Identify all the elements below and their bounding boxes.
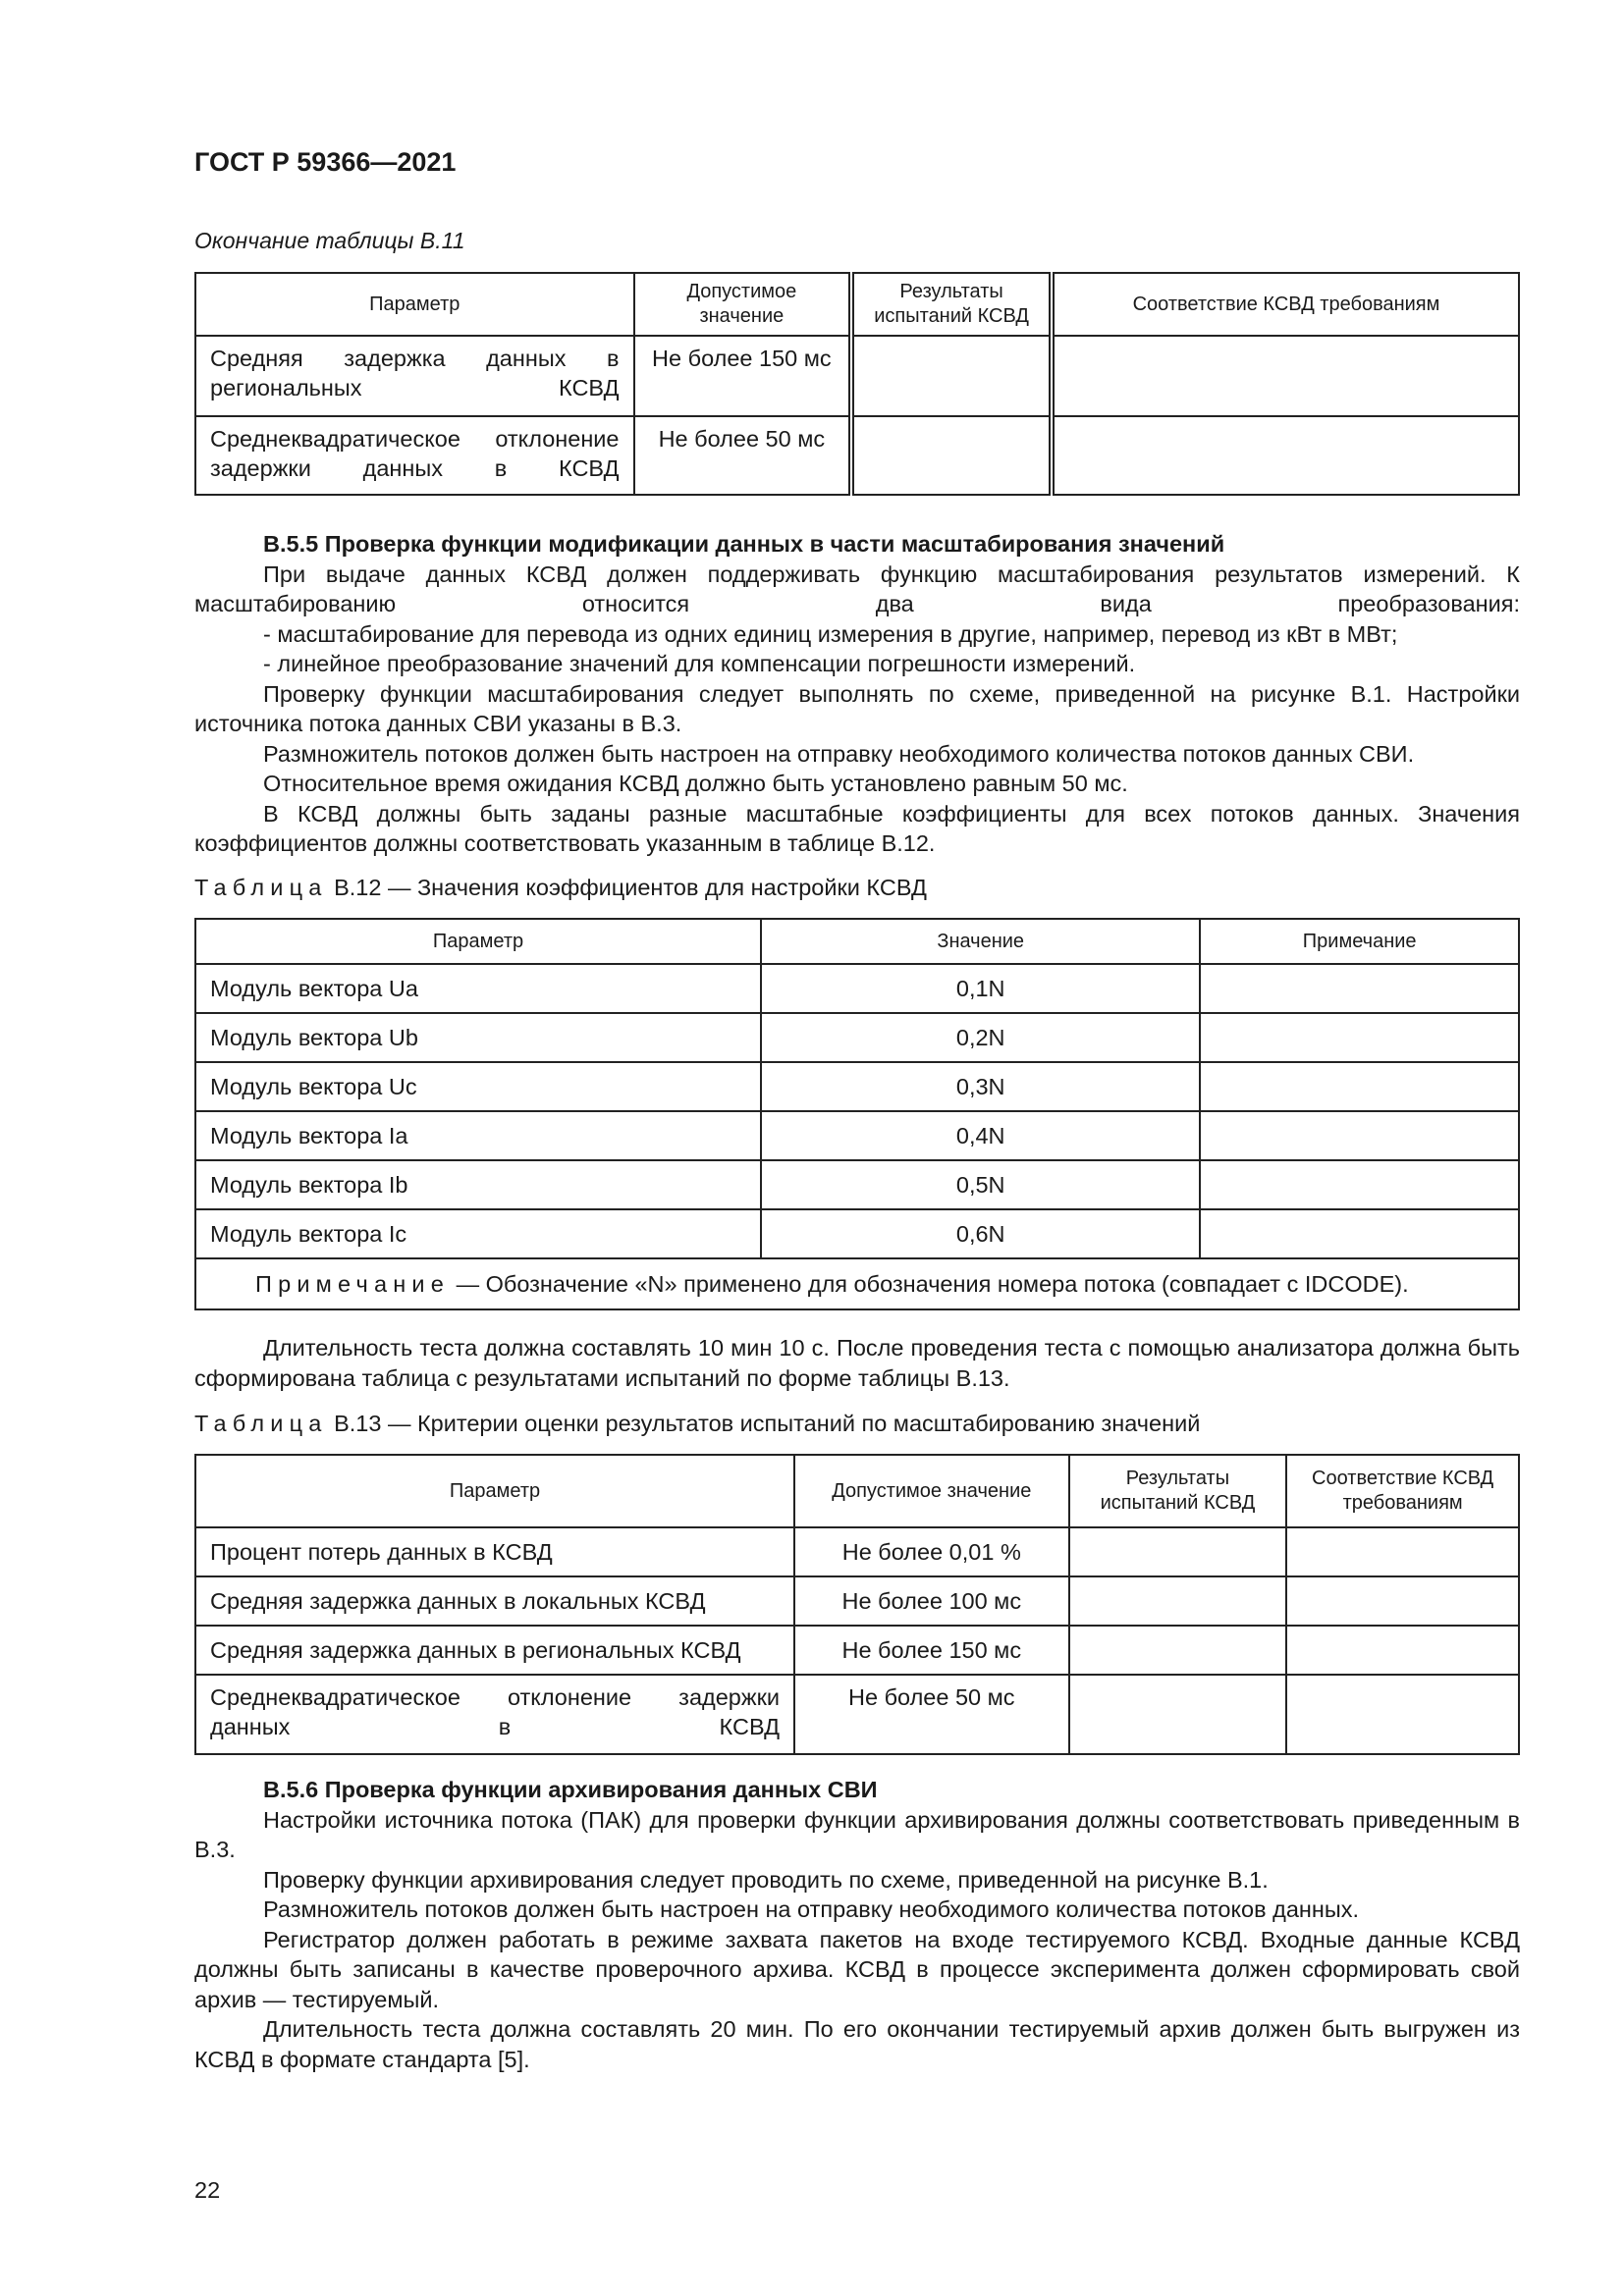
section-heading: В.5.5 Проверка функции модификации данных в части масштабирования значений [263,531,1225,557]
paragraph: При выдаче данных КСВД должен поддерживать функцию масштабирования результатов измерений. К масштабированию относится два вида преобразования: [194,561,1520,616]
cell-param: Средняя задержка данных в региональных КСВД [195,336,634,416]
cell-value: Не более 150 мс [794,1626,1069,1675]
section-b56 [194,1775,1520,2074]
cell-param: Модуль вектора Ib [195,1160,761,1209]
cell-compliance [1052,336,1519,416]
paragraph: Относительное время ожидания КСВД должно быть установлено равным 50 мс. [263,771,1128,796]
cell-value: 0,3N [761,1062,1200,1111]
cell-param: Средняя задержка данных в локальных КСВД [195,1576,794,1626]
column-header: Результаты испытаний КСВД [1069,1455,1287,1527]
cell-value: 0,2N [761,1013,1200,1062]
cell-note [1200,1013,1519,1062]
paragraph: Размножитель потоков должен быть настроен на отправку необходимого количества потоков данных. [263,1896,1360,1922]
cell-compliance [1286,1576,1519,1626]
cell-value: Не более 150 мс [634,336,852,416]
column-header: Примечание [1200,919,1519,964]
caption-text: В.13 — Критерии оценки результатов испытаний по масштабированию значений [334,1411,1201,1436]
column-header: Допустимое значение [634,273,852,336]
section-heading: В.5.6 Проверка функции архивирования данных СВИ [263,1777,878,1802]
caption-label: Таблица [194,875,328,900]
cell-value: Не более 0,01 % [794,1527,1069,1576]
cell-value: 0,1N [761,964,1200,1013]
caption-text: В.12 — Значения коэффициентов для настройки КСВД [334,875,927,900]
page-number: 22 [194,2177,221,2203]
table-b11 [194,272,1520,496]
list-item: - масштабирование для перевода из одних единиц измерения в другие, например, перевод из кВт в МВт; [263,620,1398,647]
cell-note [1200,1209,1519,1258]
table-row [195,1013,1519,1062]
cell-result [851,416,1052,495]
cell-value: Не более 50 мс [634,416,852,495]
paragraph: Длительность теста должна составлять 20 мин. По его окончании тестируемый архив должен быть выгружен из КСВД в формате стандарта [5]. [194,2016,1520,2072]
cell-param: Модуль вектора Uc [195,1062,761,1111]
table-b13-caption [194,1411,1200,1437]
cell-param: Средняя задержка данных в региональных КСВД [195,1626,794,1675]
table-b13 [194,1454,1520,1755]
table-row [195,1062,1519,1111]
cell-note [1200,964,1519,1013]
document-code: ГОСТ Р 59366—2021 [194,147,457,177]
cell-param: Модуль вектора Ua [195,964,761,1013]
cell-param: Модуль вектора Ia [195,1111,761,1160]
note-label: Примечание [255,1270,451,1297]
cell-result [1069,1675,1287,1754]
table-header-row [195,273,1519,336]
column-header: Параметр [195,273,634,336]
cell-note [1200,1111,1519,1160]
table-row [195,1527,1519,1576]
note-text: — Обозначение «N» применено для обозначения номера потока (совпадает с IDCODE). [456,1270,1409,1297]
cell-result [1069,1626,1287,1675]
cell-param: Среднеквадратическое отклонение задержки данных в КСВД [195,1675,794,1754]
column-header: Соответствие КСВД требованиям [1286,1455,1519,1527]
cell-result [1069,1576,1287,1626]
cell-compliance [1052,416,1519,495]
table-row [195,1209,1519,1258]
paragraph: Размножитель потоков должен быть настроен на отправку необходимого количества потоков данных СВИ. [263,740,1415,767]
table-note-row [195,1258,1519,1309]
table-row [195,1626,1519,1675]
paragraph: Проверку функции масштабирования следует выполнять по схеме, приведенной на рисунке В.1. Настройки источника потока данных СВИ указаны в В.3. [194,680,1520,736]
table-row [195,964,1519,1013]
cell-value: Не более 100 мс [794,1576,1069,1626]
cell-result [851,336,1052,416]
cell-compliance [1286,1626,1519,1675]
cell-param: Модуль вектора Ic [195,1209,761,1258]
duration-paragraph-block [194,1333,1520,1393]
cell-param: Процент потерь данных в КСВД [195,1527,794,1576]
caption-label: Таблица [194,1411,328,1436]
table-b12 [194,918,1520,1310]
table-row [195,1111,1519,1160]
paragraph: Регистратор должен работать в режиме захвата пакетов на входе тестируемого КСВД. Входные данные КСВД должны быть записаны в качестве проверочного архива. КСВД в процессе эксперимента должен сформировать свой архив — тестируемый. [194,1926,1520,2012]
cell-value: 0,6N [761,1209,1200,1258]
table-row [195,1675,1519,1754]
column-header: Допустимое значение [794,1455,1069,1527]
table-row [195,416,1519,495]
cell-note [1200,1160,1519,1209]
paragraph: В КСВД должны быть заданы разные масштабные коэффициенты для всех потоков данных. Значения коэффициентов должны соответствовать указанным в таблице В.12. [194,800,1520,856]
cell-value: 0,5N [761,1160,1200,1209]
column-header: Соответствие КСВД требованиям [1052,273,1519,336]
column-header: Значение [761,919,1200,964]
cell-value: Не более 50 мс [794,1675,1069,1754]
table-row [195,1160,1519,1209]
paragraph: Настройки источника потока (ПАК) для проверки функции архивирования должны соответствовать приведенным в В.3. [194,1806,1520,1862]
cell-param: Среднеквадратическое отклонение задержки данных в КСВД [195,416,634,495]
paragraph: Длительность теста должна составлять 10 мин 10 с. После проведения теста с помощью анализатора должна быть сформирована таблица с результатами испытаний по форме таблицы В.13. [194,1335,1520,1391]
table-continuation-label: Окончание таблицы В.11 [194,228,465,253]
cell-param: Модуль вектора Ub [195,1013,761,1062]
table-b12-caption [194,875,927,901]
table-note [195,1258,1519,1309]
cell-result [1069,1527,1287,1576]
table-header-row [195,919,1519,964]
table-header-row [195,1455,1519,1527]
table-row [195,1576,1519,1626]
section-b55 [194,529,1520,859]
cell-note [1200,1062,1519,1111]
cell-compliance [1286,1675,1519,1754]
list-item: - линейное преобразование значений для компенсации погрешности измерений. [263,651,1136,676]
column-header: Параметр [195,1455,794,1527]
cell-value: 0,4N [761,1111,1200,1160]
table-row [195,336,1519,416]
column-header: Параметр [195,919,761,964]
column-header: Результаты испытаний КСВД [851,273,1052,336]
cell-compliance [1286,1527,1519,1576]
paragraph: Проверку функции архивирования следует проводить по схеме, приведенной на рисунке В.1. [263,1866,1269,1893]
